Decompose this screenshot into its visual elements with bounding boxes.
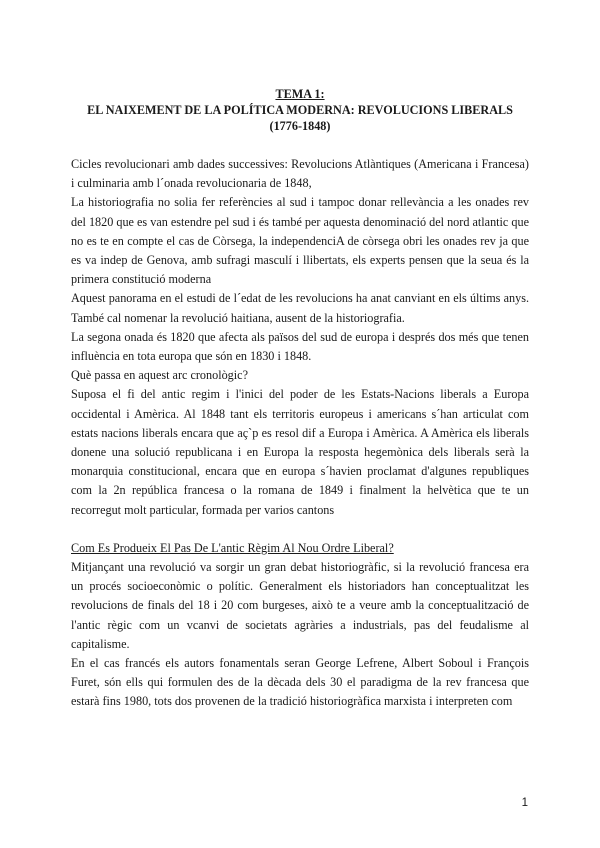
paragraph: Aquest panorama en el estudi de l´edat de les revolucions ha anat canviant en els últims anys. També cal nomenar la revolució haitiana, ausent de la historiografia.: [71, 291, 529, 325]
paragraph: La historiografia no solia fer referències al sud i tampoc donar rellevància a les onades rev del 1820 que es van estendre pel sud i és també per aquesta denominació del nord atlantic que no es te en compte el cas de Còrsega, la independenciA de còrsega obri les onades rev ja que es va indep de Genova, amb sufragi masculí i llibertats, els experts pensen que la seua és la primera constitució moderna: [71, 195, 529, 287]
document-title: [70, 86, 530, 134]
paragraph: Què passa en aquest arc cronològic?: [71, 368, 248, 383]
page-number: 1: [521, 797, 528, 809]
title-dates: (1776-1848): [269, 119, 331, 133]
title-main: EL NAIXEMENT DE LA POLÍTICA MODERNA: REVOLUCIONS LIBERALS: [87, 103, 513, 117]
paragraph: Cicles revolucionari amb dades successives: Revolucions Atlàntiques (Americana i Francesa) i culminaria amb l´onada revolucionaria de 1848,: [71, 157, 529, 191]
document-body: [71, 155, 529, 712]
paragraph: Mitjançant una revolució va sorgir un gran debat historiogràfic, si la revolució francesa era un procés socioeconòmic o polític. Generalment els historiadors han conceptualitzat les revolucions de finals del 18 i 20 com burgeses, això te a veure amb la conceptualització de l'antic règic com un vcanvi de societats agràries a industrials, pas del feudalisme al capitalisme.: [71, 560, 529, 651]
section-heading: Com Es Produeix El Pas De L'antic Règim Al Nou Ordre Liberal?: [71, 540, 394, 555]
paragraph: La segona onada és 1820 que afecta als països del sud de europa i després dos més que tenen influència en tota europa que són en 1830 i 1848.: [71, 329, 529, 364]
paragraph: Suposa el fi del antic regim i l'inici del poder de les Estats-Nacions liberals a Europa occidental i Amèrica. Al 1848 tant els territoris europeus i americans s´han articulat com estats nacions liberals encara que aç`p es resol dif a Europa i Amèrica. A Amèrica els liberals donene una solució republicana i en Europa la resposta hegemònica dels liberals serà la monarquia constitucional, encara que en europa s´havien proclamat d'algunes republiques com la 2n república francesa o la romana de 1849 i finalment la helvètica que te un recorregut molt particular, formada per varios cantons: [71, 387, 529, 517]
title-topic: TEMA 1:: [275, 87, 325, 101]
paragraph: En el cas francés els autors fonamentals seran George Lefrene, Albert Soboul i François Furet, són ells qui formulen des de la dècada dels 30 el paradigma de la rev francesa que estarà fins 1980, tots dos provenen de la tradició historiogràfica marxista i interpreten com: [71, 656, 529, 709]
